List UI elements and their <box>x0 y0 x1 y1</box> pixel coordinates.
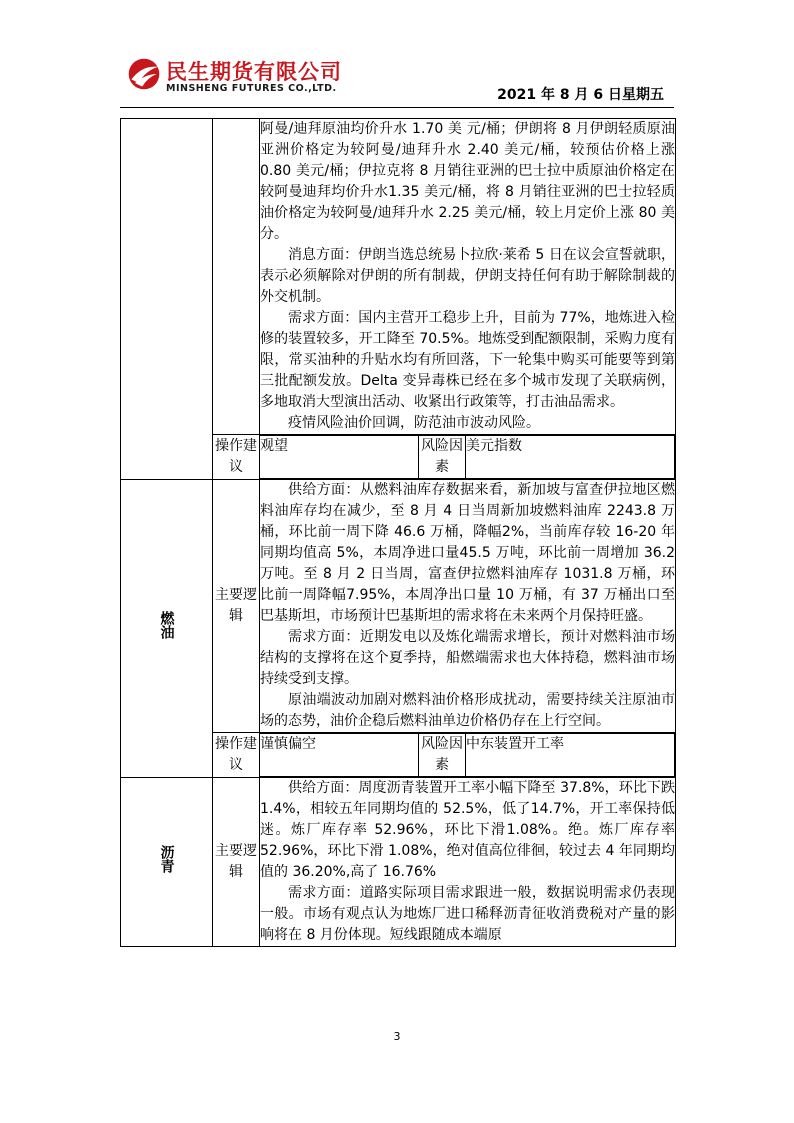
crude-paragraph-4: 疫情风险油价回调，防范油市波动风险。 <box>288 415 540 431</box>
asphalt-paragraph-1: 供给方面：周度沥青装置开工率小幅下降至 37.8%，环比下跌 1.4%，相较五年同期均值的 52.5%，低了14.7%，开工率保持低迷。炼厂库存率 52.96%，环比下滑1.08%。绝。炼厂库存率 52.96%，环比下滑 1.08%，绝对值高位徘徊，较过去 4 年同期均值的 36.20%,高了 16.76% <box>260 780 675 880</box>
header-divider <box>120 107 674 108</box>
fuel-risk-value: 中东装置开工率 <box>466 734 675 777</box>
fuel-paragraph-2: 需求方面：近期发电以及炼化端需求增长，预计对燃料油市场结构的支撑将在这个夏季持，船燃端需求也大体持稳，燃料油市场持续受到支撑。 <box>260 629 675 687</box>
logo-chinese-name: 民生期货有限公司 <box>166 60 342 84</box>
fuel-logic-content <box>260 480 676 733</box>
fuel-paragraph-3: 原油端波动加剧对燃料油价格形成扰动，需要持续关注原油市场的态势，油价企稳后燃料油单边价格仍存在上行空间。 <box>260 692 675 729</box>
fuel-paragraph-1: 供给方面：从燃料油库存数据来看，新加坡与富查伊拉地区燃料油库存均在减少，至 8 月 4 日当周新加坡燃料油库 2243.8 万桶，环比前一周下降 46.6 万桶，降幅2%，当前库存较 16-20 年同期均值高 5%，本周净进口量45.5 万吨，环比前一周增加 36.2 万吨。至 8 月 2 日当周，富查伊拉燃料油库存 1031.8 万桶，环比前一周降幅7.95%，本周净出口量 10 万桶，有 37 万桶出口至巴基斯坦，市场预计巴基斯坦的需求将在未来两个月保持旺盛。 <box>260 482 675 624</box>
fuel-category: 燃油 <box>121 480 213 778</box>
crude-risk-value: 美元指数 <box>466 436 675 479</box>
fuel-risk-label: 风险因素 <box>419 734 466 777</box>
fuel-op-value: 谨慎偏空 <box>260 734 419 777</box>
fuel-op-label: 操作建议 <box>213 733 260 778</box>
asphalt-category: 沥青 <box>121 778 213 947</box>
crude-category-cell <box>121 119 213 480</box>
report-date: 2021 年 8 月 6 日星期五 <box>497 87 664 103</box>
asphalt-paragraph-2: 需求方面：道路实际项目需求跟进一般，数据说明需求仍表现一般。市场有观点认为地炼厂进口稀释沥青征收消费税对产量的影响将在 8 月份体现。短线跟随成本端原 <box>260 885 675 943</box>
crude-logic-row <box>121 119 676 435</box>
crude-paragraph-2: 消息方面：伊朗当选总统易卜拉欣·莱希 5 日在议会宣誓就职，表示必须解除对伊朗的所有制裁，伊朗支持任何有助于解除制裁的外交机制。 <box>260 247 675 305</box>
fuel-logic-row <box>121 480 676 733</box>
report-table <box>120 118 676 947</box>
logo-english-name: MINSHENG FUTURES CO.,LTD. <box>166 83 337 94</box>
crude-paragraph-3: 需求方面：国内主营开工稳步上升，目前为 77%，地炼进入检修的装置较多，开工降至 70.5%。地炼受到配额限制，采购力度有限，常买油种的升贴水均有所回落，下一轮集中购买可能要等到第三批配额发放。Delta 变异毒株已经在多个城市发现了关联病例，多地取消大型演出活动、收紧出行政策等，打击油品需求。 <box>260 310 675 410</box>
crude-op-label: 操作建议 <box>213 435 260 480</box>
crude-logic-content <box>260 119 676 435</box>
crude-logic-label-cell <box>213 119 260 435</box>
asphalt-logic-row <box>121 778 676 947</box>
fuel-logic-label: 主要逻辑 <box>213 480 260 733</box>
asphalt-logic-label: 主要逻辑 <box>213 778 260 947</box>
crude-op-value: 观望 <box>260 436 419 479</box>
asphalt-logic-content <box>260 778 676 947</box>
crude-paragraph-1: 阿曼/迪拜原油均价升水 1.70 美 元/桶；伊朗将 8 月伊朗轻质原油亚洲价格定为较阿曼/迪拜升水 2.40 美元/桶，较预估价格上涨 0.80 美元/桶；伊拉克将 8 月销往亚洲的巴士拉中质原油价格定在较阿曼迪拜均价升水1.35 美元/桶，将 8 月销往亚洲的巴士拉轻质油价格定为较阿曼/迪拜升水 2.25 美元/桶，较上月定价上涨 80 美分。 <box>260 121 675 242</box>
minsheng-logo-icon <box>126 56 162 92</box>
page-number: 3 <box>393 1030 401 1043</box>
company-logo <box>126 52 366 104</box>
crude-risk-label: 风险因素 <box>419 436 466 479</box>
